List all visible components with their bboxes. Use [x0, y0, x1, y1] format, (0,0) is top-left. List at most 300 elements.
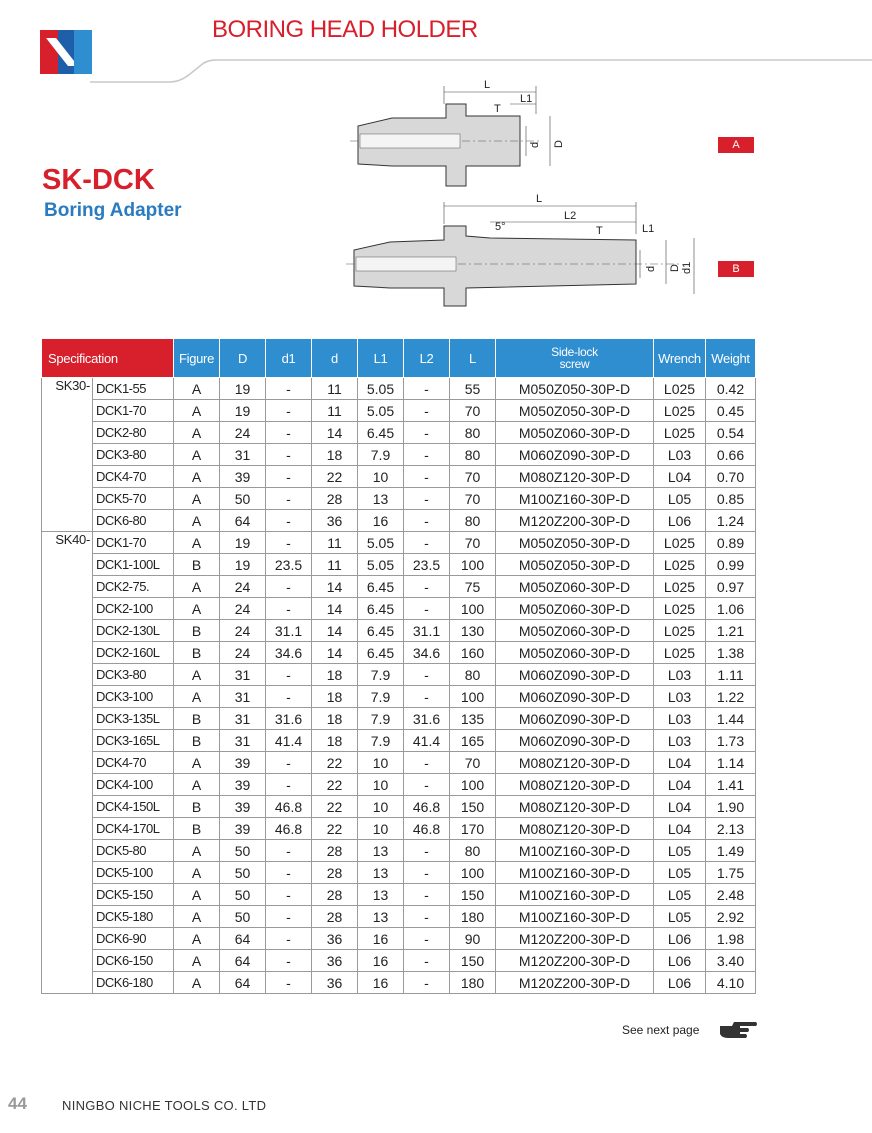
cell-d1: -: [266, 752, 312, 774]
header-figure: Figure: [174, 339, 220, 378]
cell-figure: A: [174, 400, 220, 422]
cell-D: 24: [220, 576, 266, 598]
product-name: Boring Adapter: [44, 200, 182, 221]
figure-b-drawing: [346, 193, 694, 306]
cell-L: 70: [450, 488, 496, 510]
cell-d: 22: [312, 818, 358, 840]
cell-L: 70: [450, 752, 496, 774]
cell-d: 22: [312, 752, 358, 774]
cell-d: 28: [312, 906, 358, 928]
cell-D: 19: [220, 400, 266, 422]
table-row: [42, 488, 756, 510]
cell-model: DCK4-70: [93, 752, 174, 774]
group-label: [42, 862, 93, 884]
cell-D: 50: [220, 884, 266, 906]
cell-L2: 23.5: [404, 554, 450, 576]
cell-L2: 46.8: [404, 818, 450, 840]
cell-L2: 31.1: [404, 620, 450, 642]
cell-weight: 0.45: [706, 400, 756, 422]
cell-L1: 7.9: [358, 730, 404, 752]
cell-L1: 6.45: [358, 620, 404, 642]
cell-figure: B: [174, 708, 220, 730]
cell-L: 90: [450, 928, 496, 950]
table-row: [42, 708, 756, 730]
cell-d1: 34.6: [266, 642, 312, 664]
group-label: [42, 444, 93, 466]
header-side-lock-screw: [496, 339, 654, 378]
table-row: [42, 774, 756, 796]
cell-L1: 7.9: [358, 664, 404, 686]
cell-weight: 1.98: [706, 928, 756, 950]
cell-model: DCK2-160L: [93, 642, 174, 664]
cell-side-lock-screw: M120Z200-30P-D: [496, 972, 654, 994]
cell-L1: 10: [358, 752, 404, 774]
cell-side-lock-screw: M120Z200-30P-D: [496, 928, 654, 950]
group-label: [42, 774, 93, 796]
cell-wrench: L04: [654, 774, 706, 796]
cell-L1: 6.45: [358, 576, 404, 598]
table-row: [42, 906, 756, 928]
header-d: d: [312, 339, 358, 378]
cell-wrench: L04: [654, 466, 706, 488]
cell-figure: A: [174, 752, 220, 774]
cell-wrench: L06: [654, 950, 706, 972]
cell-model: DCK1-70: [93, 400, 174, 422]
group-label: [42, 686, 93, 708]
cell-L1: 13: [358, 906, 404, 928]
cell-L: 165: [450, 730, 496, 752]
cell-side-lock-screw: M080Z120-30P-D: [496, 796, 654, 818]
cell-L: 100: [450, 598, 496, 620]
cell-d1: 46.8: [266, 818, 312, 840]
cell-figure: A: [174, 444, 220, 466]
cell-L: 80: [450, 422, 496, 444]
figure-b-badge: B: [718, 261, 754, 277]
cell-model: DCK1-100L: [93, 554, 174, 576]
cell-L2: -: [404, 488, 450, 510]
cell-d1: -: [266, 774, 312, 796]
cell-side-lock-screw: M080Z120-30P-D: [496, 818, 654, 840]
cell-weight: 1.14: [706, 752, 756, 774]
cell-L1: 10: [358, 774, 404, 796]
cell-L1: 13: [358, 862, 404, 884]
cell-d1: -: [266, 532, 312, 554]
cell-L2: -: [404, 576, 450, 598]
cell-L2: 46.8: [404, 796, 450, 818]
cell-L: 80: [450, 444, 496, 466]
cell-d: 11: [312, 532, 358, 554]
cell-side-lock-screw: M060Z090-30P-D: [496, 444, 654, 466]
cell-wrench: L03: [654, 686, 706, 708]
table-row: [42, 972, 756, 994]
cell-L: 70: [450, 400, 496, 422]
cell-weight: 0.99: [706, 554, 756, 576]
cell-d: 14: [312, 598, 358, 620]
table-row: [42, 400, 756, 422]
cell-d: 14: [312, 422, 358, 444]
cell-model: DCK1-70: [93, 532, 174, 554]
cell-figure: A: [174, 422, 220, 444]
cell-D: 31: [220, 730, 266, 752]
cell-weight: 0.54: [706, 422, 756, 444]
dim-label: L1: [520, 93, 533, 105]
cell-d1: -: [266, 906, 312, 928]
cell-figure: A: [174, 928, 220, 950]
table-row: [42, 862, 756, 884]
cell-d1: 23.5: [266, 554, 312, 576]
cell-model: DCK2-75.: [93, 576, 174, 598]
technical-drawing: [340, 74, 720, 314]
group-label: [42, 620, 93, 642]
group-label: [42, 708, 93, 730]
cell-L2: -: [404, 664, 450, 686]
cell-model: DCK3-80: [93, 444, 174, 466]
cell-L1: 7.9: [358, 444, 404, 466]
cell-wrench: L025: [654, 422, 706, 444]
cell-weight: 4.10: [706, 972, 756, 994]
group-label: [42, 796, 93, 818]
cell-L2: -: [404, 378, 450, 400]
cell-model: DCK5-100: [93, 862, 174, 884]
group-label: SK40-: [42, 532, 93, 554]
cell-L: 150: [450, 950, 496, 972]
pointing-hand-icon: [718, 1018, 758, 1042]
group-label: [42, 840, 93, 862]
cell-figure: B: [174, 818, 220, 840]
table-row: [42, 840, 756, 862]
cell-L: 80: [450, 664, 496, 686]
cell-d: 18: [312, 444, 358, 466]
cell-d1: -: [266, 686, 312, 708]
cell-weight: 0.85: [706, 488, 756, 510]
cell-figure: A: [174, 378, 220, 400]
cell-model: DCK3-100: [93, 686, 174, 708]
cell-model: DCK6-90: [93, 928, 174, 950]
cell-weight: 1.11: [706, 664, 756, 686]
header-L1: L1: [358, 339, 404, 378]
cell-D: 24: [220, 620, 266, 642]
header-wrench: Wrench: [654, 339, 706, 378]
dim-label: d: [645, 265, 657, 272]
table-row: [42, 466, 756, 488]
cell-wrench: L025: [654, 576, 706, 598]
cell-d: 28: [312, 884, 358, 906]
cell-L: 100: [450, 862, 496, 884]
cell-model: DCK4-100: [93, 774, 174, 796]
table-row: [42, 598, 756, 620]
dim-label: 5°: [495, 221, 506, 233]
table-row: [42, 664, 756, 686]
cell-wrench: L04: [654, 818, 706, 840]
cell-side-lock-screw: M080Z120-30P-D: [496, 774, 654, 796]
cell-wrench: L04: [654, 752, 706, 774]
cell-D: 31: [220, 444, 266, 466]
cell-L2: 41.4: [404, 730, 450, 752]
cell-L: 70: [450, 466, 496, 488]
table-row: [42, 884, 756, 906]
cell-L2: -: [404, 400, 450, 422]
cell-L: 75: [450, 576, 496, 598]
cell-D: 64: [220, 972, 266, 994]
cell-wrench: L03: [654, 708, 706, 730]
cell-weight: 0.89: [706, 532, 756, 554]
cell-figure: A: [174, 774, 220, 796]
header-specification: Specification: [42, 339, 174, 378]
cell-d1: -: [266, 664, 312, 686]
header-d1: d1: [266, 339, 312, 378]
group-label: [42, 554, 93, 576]
cell-L: 80: [450, 840, 496, 862]
cell-L2: -: [404, 862, 450, 884]
cell-L1: 7.9: [358, 708, 404, 730]
cell-wrench: L03: [654, 444, 706, 466]
cell-L1: 13: [358, 884, 404, 906]
cell-L: 160: [450, 642, 496, 664]
cell-D: 64: [220, 928, 266, 950]
table-row: [42, 928, 756, 950]
cell-weight: 0.97: [706, 576, 756, 598]
cell-model: DCK5-150: [93, 884, 174, 906]
cell-side-lock-screw: M060Z090-30P-D: [496, 664, 654, 686]
cell-d1: -: [266, 862, 312, 884]
cell-L1: 13: [358, 488, 404, 510]
cell-wrench: L05: [654, 884, 706, 906]
cell-model: DCK6-80: [93, 510, 174, 532]
group-label: [42, 510, 93, 532]
table-row: [42, 576, 756, 598]
table-row: [42, 686, 756, 708]
cell-weight: 0.70: [706, 466, 756, 488]
cell-d1: -: [266, 928, 312, 950]
cell-L2: -: [404, 752, 450, 774]
cell-model: DCK4-150L: [93, 796, 174, 818]
cell-weight: 3.40: [706, 950, 756, 972]
cell-wrench: L06: [654, 510, 706, 532]
cell-L: 135: [450, 708, 496, 730]
cell-L: 150: [450, 796, 496, 818]
cell-d: 11: [312, 378, 358, 400]
cell-D: 31: [220, 686, 266, 708]
cell-d1: -: [266, 576, 312, 598]
cell-d: 28: [312, 862, 358, 884]
cell-L1: 10: [358, 466, 404, 488]
cell-L: 150: [450, 884, 496, 906]
product-code: SK-DCK: [42, 164, 155, 196]
cell-side-lock-screw: M100Z160-30P-D: [496, 840, 654, 862]
header-L: L: [450, 339, 496, 378]
cell-L2: -: [404, 840, 450, 862]
group-label: [42, 972, 93, 994]
cell-D: 64: [220, 950, 266, 972]
cell-weight: 1.22: [706, 686, 756, 708]
cell-model: DCK6-180: [93, 972, 174, 994]
table-row: [42, 532, 756, 554]
cell-L2: -: [404, 906, 450, 928]
cell-L1: 16: [358, 510, 404, 532]
cell-side-lock-screw: M060Z090-30P-D: [496, 730, 654, 752]
cell-D: 19: [220, 532, 266, 554]
cell-side-lock-screw: M080Z120-30P-D: [496, 466, 654, 488]
cell-d1: 41.4: [266, 730, 312, 752]
cell-wrench: L04: [654, 796, 706, 818]
group-label: [42, 884, 93, 906]
cell-d: 11: [312, 554, 358, 576]
cell-d: 36: [312, 928, 358, 950]
table-row: [42, 818, 756, 840]
cell-model: DCK3-80: [93, 664, 174, 686]
cell-D: 19: [220, 554, 266, 576]
cell-model: DCK6-150: [93, 950, 174, 972]
group-label: [42, 818, 93, 840]
group-label: [42, 950, 93, 972]
cell-weight: 0.66: [706, 444, 756, 466]
cell-L2: 31.6: [404, 708, 450, 730]
cell-weight: 2.48: [706, 884, 756, 906]
cell-L2: -: [404, 928, 450, 950]
cell-d: 22: [312, 774, 358, 796]
cell-side-lock-screw: M050Z050-30P-D: [496, 378, 654, 400]
cell-d1: -: [266, 488, 312, 510]
cell-model: DCK1-55: [93, 378, 174, 400]
cell-wrench: L025: [654, 642, 706, 664]
cell-side-lock-screw: M100Z160-30P-D: [496, 862, 654, 884]
cell-d1: -: [266, 598, 312, 620]
cell-D: 50: [220, 840, 266, 862]
group-label: [42, 752, 93, 774]
cell-wrench: L06: [654, 972, 706, 994]
cell-L2: 34.6: [404, 642, 450, 664]
cell-L: 70: [450, 532, 496, 554]
group-label: [42, 576, 93, 598]
cell-L2: -: [404, 598, 450, 620]
cell-d: 18: [312, 664, 358, 686]
table-row: [42, 422, 756, 444]
cell-D: 50: [220, 862, 266, 884]
cell-L1: 7.9: [358, 686, 404, 708]
cell-L1: 6.45: [358, 642, 404, 664]
cell-d1: -: [266, 972, 312, 994]
cell-d: 14: [312, 642, 358, 664]
cell-D: 39: [220, 466, 266, 488]
cell-weight: 1.49: [706, 840, 756, 862]
cell-d1: -: [266, 884, 312, 906]
cell-L2: -: [404, 950, 450, 972]
table-body: [42, 378, 756, 994]
table-row: [42, 444, 756, 466]
cell-figure: A: [174, 906, 220, 928]
cell-L1: 16: [358, 950, 404, 972]
header-screw-line2: screw: [559, 357, 590, 371]
cell-L1: 13: [358, 840, 404, 862]
cell-model: DCK4-70: [93, 466, 174, 488]
cell-wrench: L06: [654, 928, 706, 950]
header-weight: Weight: [706, 339, 756, 378]
cell-D: 31: [220, 664, 266, 686]
table-header-row: [42, 339, 756, 378]
cell-model: DCK2-80: [93, 422, 174, 444]
cell-d: 28: [312, 488, 358, 510]
cell-D: 39: [220, 818, 266, 840]
table-row: [42, 752, 756, 774]
dim-label: T: [596, 225, 603, 237]
cell-side-lock-screw: M100Z160-30P-D: [496, 488, 654, 510]
cell-model: DCK3-165L: [93, 730, 174, 752]
company-name: NINGBO NICHE TOOLS CO. LTD: [62, 1098, 267, 1113]
cell-weight: 1.24: [706, 510, 756, 532]
cell-model: DCK4-170L: [93, 818, 174, 840]
cell-L1: 5.05: [358, 378, 404, 400]
dim-label: L: [484, 79, 491, 91]
cell-L1: 6.45: [358, 422, 404, 444]
cell-L2: -: [404, 444, 450, 466]
cell-d1: -: [266, 378, 312, 400]
group-label: [42, 906, 93, 928]
cell-wrench: L05: [654, 906, 706, 928]
cell-L: 55: [450, 378, 496, 400]
dim-label: L2: [564, 210, 577, 222]
cell-weight: 1.38: [706, 642, 756, 664]
cell-L: 180: [450, 972, 496, 994]
header-L2: L2: [404, 339, 450, 378]
cell-d: 18: [312, 730, 358, 752]
cell-side-lock-screw: M050Z060-30P-D: [496, 620, 654, 642]
cell-d: 22: [312, 466, 358, 488]
header-title: BORING HEAD HOLDER: [212, 16, 478, 43]
table-row: [42, 378, 756, 400]
cell-weight: 1.90: [706, 796, 756, 818]
cell-d: 18: [312, 686, 358, 708]
cell-D: 24: [220, 422, 266, 444]
cell-L1: 16: [358, 928, 404, 950]
cell-figure: A: [174, 466, 220, 488]
cell-d1: -: [266, 510, 312, 532]
cell-d: 36: [312, 972, 358, 994]
cell-d: 18: [312, 708, 358, 730]
header-D: D: [220, 339, 266, 378]
cell-d: 36: [312, 950, 358, 972]
page-number: 44: [8, 1094, 27, 1113]
cell-figure: A: [174, 884, 220, 906]
cell-L2: -: [404, 532, 450, 554]
cell-d1: -: [266, 422, 312, 444]
cell-L1: 10: [358, 818, 404, 840]
table-row: [42, 510, 756, 532]
cell-L1: 5.05: [358, 532, 404, 554]
cell-model: DCK2-130L: [93, 620, 174, 642]
cell-D: 64: [220, 510, 266, 532]
cell-wrench: L05: [654, 840, 706, 862]
table-row: [42, 950, 756, 972]
cell-side-lock-screw: M060Z090-30P-D: [496, 686, 654, 708]
cell-figure: A: [174, 664, 220, 686]
cell-L1: 16: [358, 972, 404, 994]
cell-d1: -: [266, 950, 312, 972]
cell-model: DCK5-80: [93, 840, 174, 862]
cell-wrench: L03: [654, 664, 706, 686]
cell-wrench: L025: [654, 554, 706, 576]
cell-D: 39: [220, 774, 266, 796]
dim-label: d1: [681, 261, 693, 274]
cell-weight: 1.21: [706, 620, 756, 642]
cell-figure: A: [174, 686, 220, 708]
cell-L2: -: [404, 466, 450, 488]
group-label: [42, 422, 93, 444]
cell-figure: A: [174, 840, 220, 862]
cell-wrench: L05: [654, 862, 706, 884]
spec-table: [41, 338, 756, 994]
cell-D: 24: [220, 598, 266, 620]
cell-d: 22: [312, 796, 358, 818]
